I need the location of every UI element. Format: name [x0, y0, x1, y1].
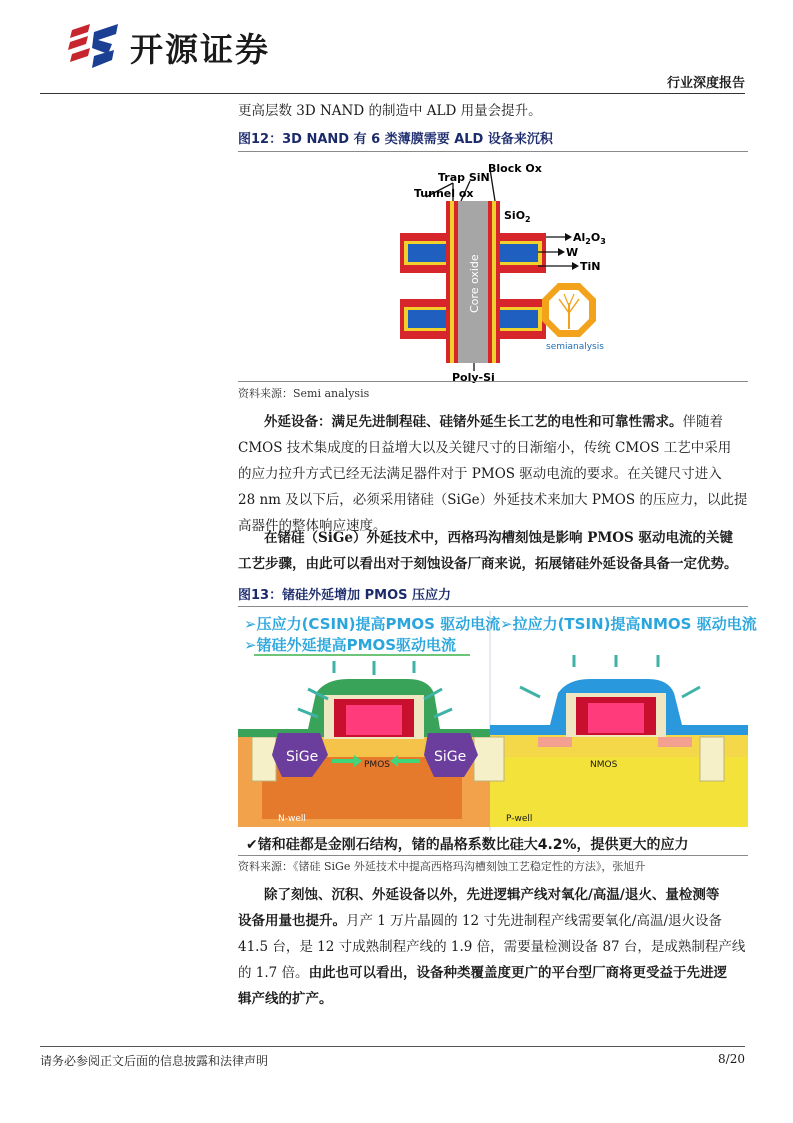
sio2-subscript: 2	[525, 215, 531, 224]
fig13-top-rule	[238, 606, 748, 607]
para1-line1: 外延设备：满足先进制程硅、硅锗外延生长工艺的电性和可靠性需求。伴随着	[264, 414, 723, 430]
para1-line2: CMOS 技术集成度的日益增大以及关键尺寸的日渐缩小，传统 CMOS 工艺中采用	[238, 440, 732, 456]
para3-line5: 辑产线的扩产。	[238, 991, 333, 1007]
para1-line5: 高器件的整体响应速度。	[238, 518, 387, 534]
fig13-left-heading-1: ➢压应力(CSIN)提高PMOS 驱动电流	[244, 615, 501, 633]
report-type: 行业深度报告	[666, 76, 745, 91]
page-number: 8/20	[718, 1052, 745, 1066]
nmos-label: NMOS	[590, 760, 618, 770]
para3-line3: 41.5 台，是 12 寸成熟制程产线的 1.9 倍，需要量检测设备 87 台，是成熟制程产线	[238, 939, 746, 955]
al2o3-sub-2: 2	[585, 237, 591, 246]
para3-line1: 除了刻蚀、沉积、外延设备以外，先进逻辑产线对氧化/高温/退火、量检测等	[264, 887, 720, 903]
header-divider	[40, 93, 745, 94]
sio2-label: SiO	[504, 209, 526, 222]
semianalysis-logo-text: semianalysis	[546, 342, 604, 352]
fig13-source: 资料来源：《锗硅 SiGe 外延技术中提高西格玛沟槽刻蚀工艺稳定性的方法》，张旭升	[238, 860, 646, 873]
para2-line1: 在锗硅（SiGe）外延技术中，西格玛沟槽刻蚀是影响 PMOS 驱动电流的关键	[264, 530, 733, 546]
logo-text: 开源证券	[130, 30, 270, 69]
pmos-label: PMOS	[364, 760, 390, 770]
fig12-top-rule	[238, 151, 748, 152]
fig13-bottom-note: ✔锗和硅都是金刚石结构，锗的晶格系数比硅大4.2%，提供更大的应力	[246, 837, 689, 853]
fig13-left-heading-2: ➢锗硅外延提高PMOS驱动电流	[244, 636, 457, 654]
trap-sin-label: Trap SiN	[438, 171, 490, 184]
al2o3-o: O	[590, 231, 601, 244]
poly-si-label: Poly-Si	[452, 371, 495, 384]
block-ox-label: Block Ox	[488, 162, 542, 175]
intro-line: 更高层数 3D NAND 的制造中 ALD 用量会提升。	[238, 103, 542, 119]
footer-disclaimer: 请务必参阅正文后面的信息披露和法律声明	[40, 1054, 269, 1068]
fig13-title: 图13：锗硅外延增加 PMOS 压应力	[238, 588, 452, 603]
footer-divider	[40, 1046, 745, 1047]
al2o3-sub-3: 3	[600, 237, 606, 246]
tunnel-ox-label: Tunnel ox	[414, 187, 474, 200]
fig12-bottom-rule	[238, 381, 748, 382]
tin-label: TiN	[580, 260, 601, 273]
fig12-title: 图12：3D NAND 有 6 类薄膜需要 ALD 设备来沉积	[238, 132, 553, 147]
nwell-label: N-well	[278, 814, 306, 824]
pwell-label: P-well	[506, 814, 533, 824]
w-label: W	[566, 246, 579, 259]
logo-icon	[68, 22, 120, 70]
para3-line2: 设备用量也提升。月产 1 万片晶圆的 12 寸先进制程产线需要氧化/高温/退火设备	[238, 913, 723, 929]
fig13-right-heading: ➢拉应力(TSIN)提高NMOS 驱动电流	[500, 615, 757, 633]
fig13-bottom-rule	[238, 855, 748, 856]
fig12-diagram	[400, 153, 605, 383]
fig13-diagram	[238, 609, 757, 855]
para1-line4: 28 nm 及以下后，必须采用锗硅（SiGe）外延技术来加大 PMOS 的压应力，以此提	[238, 492, 748, 508]
para2-line2: 工艺步骤，由此可以看出对于刻蚀设备厂商来说，拓展锗硅外延设备具备一定优势。	[238, 556, 738, 572]
sige-right-label: SiGe	[434, 749, 467, 765]
core-oxide-label: Core oxide	[468, 254, 481, 313]
para1-line3: 的应力拉升方式已经无法满足器件对于 PMOS 驱动电流的要求。在关键尺寸进入	[238, 466, 722, 482]
fig12-source: 资料来源：Semi analysis	[238, 387, 370, 400]
para3-line4: 的 1.7 倍。由此也可以看出，设备种类覆盖度更广的平台型厂商将更受益于先进逻	[238, 965, 728, 981]
al2o3-label: Al	[573, 231, 586, 244]
sige-left-label: SiGe	[286, 749, 319, 765]
